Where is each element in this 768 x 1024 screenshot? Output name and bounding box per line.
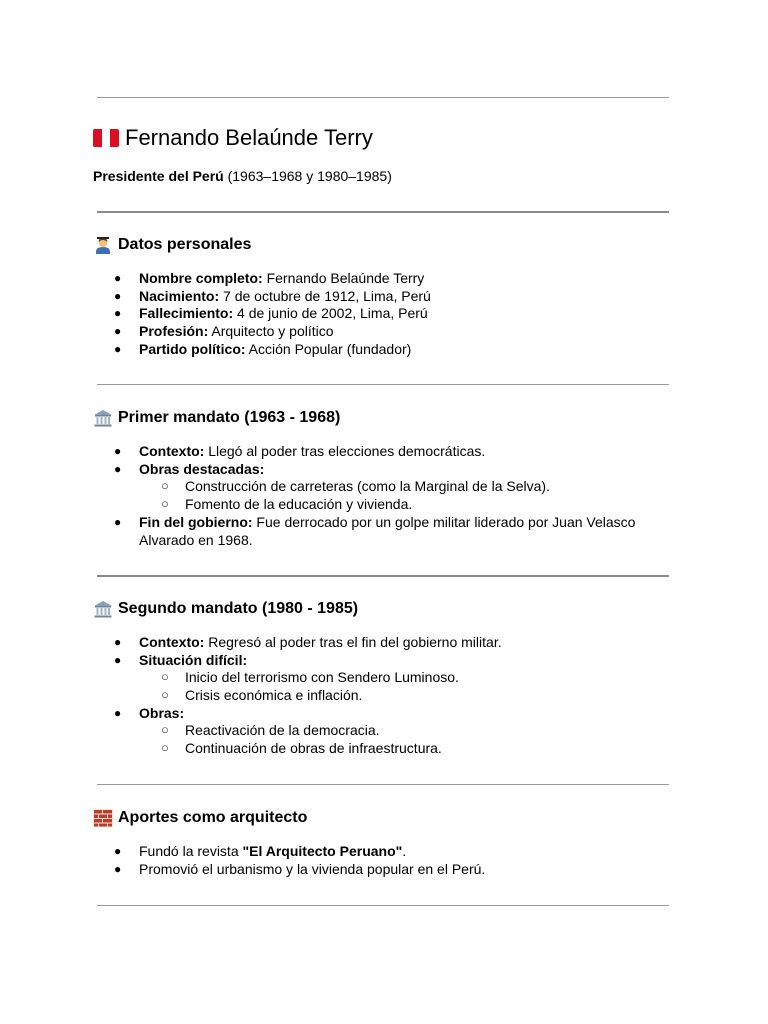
- list-item: ● Nacimiento: 7 de octubre de 1912, Lima, Perú: [114, 288, 431, 304]
- section-heading-aportes: [93, 808, 307, 828]
- sub-list-item: ○ Construcción de carreteras (como la Marginal de la Selva).: [161, 478, 550, 494]
- brick-icon: [93, 808, 113, 828]
- section-heading-text: Primer mandato (1963 - 1968): [118, 409, 341, 426]
- list-item: ● Obras destacadas:: [114, 461, 265, 477]
- sub-list-item: ○ Continuación de obras de infraestructura.: [161, 740, 442, 756]
- list-item: ● Fundó la revista "El Arquitecto Peruano".: [114, 843, 407, 859]
- list-item: ● Nombre completo: Fernando Belaúnde Terry: [114, 270, 425, 286]
- sub-list-item: ○ Reactivación de la democracia.: [161, 722, 380, 738]
- page-title-text: Fernando Belaúnde Terry: [125, 125, 373, 150]
- list-item: ● Fin del gobierno: Fue derrocado por un golpe militar liderado por Juan Velasco Alvarado en 1968.: [114, 514, 636, 548]
- divider: [97, 97, 669, 98]
- peru-flag-icon: [93, 129, 119, 147]
- list-item: ● Partido político: Acción Popular (fundador): [114, 341, 412, 357]
- divider: [97, 211, 669, 213]
- list-item: ● Obras:: [114, 705, 185, 721]
- subtitle-bold: Presidente del Perú: [93, 168, 224, 184]
- sub-list-item: ○ Fomento de la educación y vivienda.: [161, 496, 413, 512]
- divider: [97, 384, 669, 385]
- section-heading-text: Segundo mandato (1980 - 1985): [118, 600, 359, 617]
- list-item: ● Contexto: Llegó al poder tras elecciones democráticas.: [114, 443, 486, 459]
- page-title: [93, 124, 373, 152]
- divider: [97, 905, 669, 906]
- subtitle: [93, 167, 392, 185]
- section-heading-text: Aportes como arquitecto: [118, 809, 308, 826]
- list-item: ● Contexto: Regresó al poder tras el fin del gobierno militar.: [114, 634, 502, 650]
- sub-list-item: ○ Inicio del terrorismo con Sendero Luminoso.: [161, 669, 459, 685]
- section-heading-primer: [93, 408, 340, 428]
- section-heading-datos: [93, 235, 251, 255]
- divider: [97, 575, 669, 577]
- government-building-icon: [93, 599, 113, 619]
- student-icon: [93, 235, 113, 255]
- sub-list-item: ○ Crisis económica e inflación.: [161, 687, 363, 703]
- government-building-icon: [93, 408, 113, 428]
- divider: [97, 784, 669, 785]
- list-item: ● Fallecimiento: 4 de junio de 2002, Lima, Perú: [114, 305, 428, 321]
- section-heading-segundo: [93, 599, 358, 619]
- list-item: ● Promovió el urbanismo y la vivienda popular en el Perú.: [114, 861, 486, 877]
- subtitle-rest: (1963–1968 y 1980–1985): [223, 168, 392, 184]
- list-item: ● Profesión: Arquitecto y político: [114, 323, 334, 339]
- section-heading-text: Datos personales: [118, 236, 252, 253]
- list-item: ● Situación difícil:: [114, 652, 248, 668]
